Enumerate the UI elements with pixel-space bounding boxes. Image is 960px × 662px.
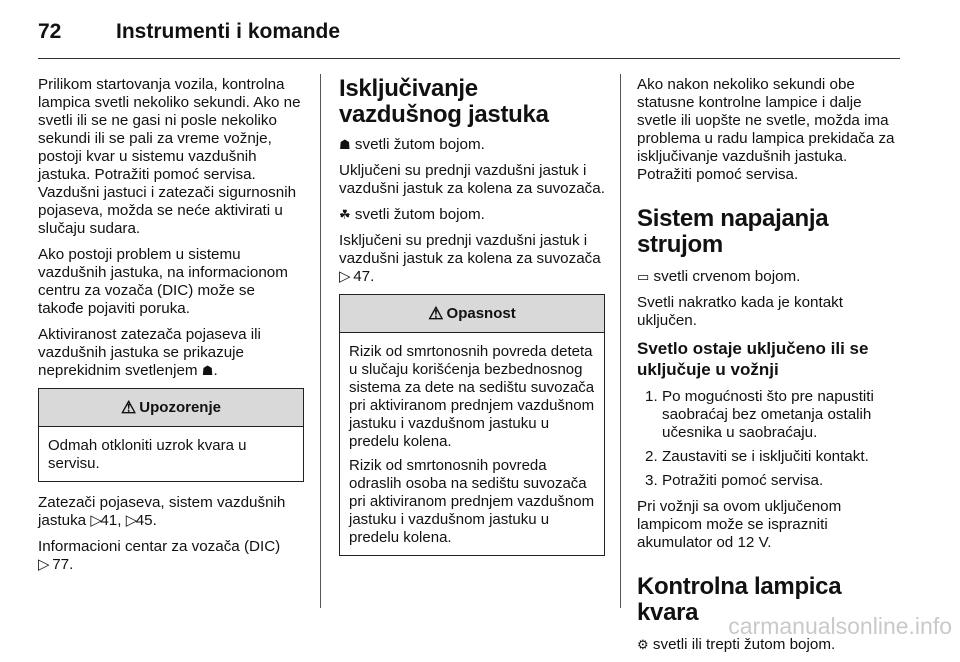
list-item (637, 448, 903, 466)
reference-arrow-icon: ▷ (38, 556, 50, 573)
paragraph-text: svetli crvenom bojom. (653, 268, 801, 285)
step-text: Potražiti pomoć servisa. (662, 472, 824, 489)
column-3 (637, 76, 903, 662)
paragraph: Informacioni centar za vozača (DIC) ▷ 77. (38, 538, 281, 573)
section-heading: Kontrolna lampica kvara (637, 573, 842, 626)
page-heading: Instrumenti i komande (116, 20, 341, 43)
step-number: 3. (645, 472, 658, 489)
step-text: Zaustaviti se i isključiti kontakt. (662, 448, 869, 465)
warning-text: Odmah otkloniti uzrok kvara u servisu. (48, 437, 247, 472)
paragraph-text: svetli ili trepti žutom bojom. (652, 636, 836, 653)
danger-box (339, 294, 605, 556)
header-divider (38, 58, 900, 59)
airbag-off-icon: ☘ (339, 207, 351, 222)
battery-icon: ▭ (637, 269, 650, 284)
danger-box-header (340, 295, 604, 333)
steps-list (637, 388, 903, 490)
paragraph: Pri vožnji sa ovom uključenom lampicom može se isprazniti akumulator od 12 V. (637, 498, 842, 551)
paragraph: Ako postoji problem u sistemu vazdušnih jastuka, na informacionom centru za vozača (DIC) može se takođe pojaviti poruka. (38, 246, 288, 317)
danger-title: Opasnost (446, 304, 516, 322)
column-divider (620, 74, 621, 608)
page-reference[interactable]: 77 (52, 556, 70, 573)
paragraph-text: Informacioni centar za vozača (DIC) (38, 538, 281, 555)
page-reference[interactable]: 41 (100, 512, 118, 529)
step-number: 2. (645, 448, 658, 465)
reference-arrow-icon: ▷ (125, 512, 138, 529)
paragraph (38, 326, 304, 380)
paragraph: Prilikom startovanja vozila, kontrolna lampica svetli nekoliko sekundi. Ako ne svetli ili se ne gasi ni posle nekoliko sekundi ili se pali za vreme vožnje, postoji kvar u sistemu vazdušnih jastuka. Potražiti pomoć servisa. Vazdušni jastuci i zatezači sigurnosnih pojaseva, možda se neće aktivirati u slučaju sudara. (38, 76, 301, 237)
danger-text: Rizik od smrtonosnih povreda odraslih osoba na sedištu suvozača pri aktiviranom prednjem vazdušnom jastuku i vazdušnom jastuku u predelu kolena. (349, 457, 595, 546)
warning-box (38, 388, 304, 482)
page-reference[interactable]: 45 (135, 512, 153, 529)
list-item (637, 472, 903, 490)
page-number: 72 (38, 20, 62, 43)
paragraph-end: . (213, 362, 218, 379)
warning-triangle-icon: ⚠ (121, 397, 137, 417)
watermark: carmanualsonline.info (728, 613, 952, 639)
reference-arrow-icon: ▷ (339, 268, 351, 285)
paragraph: Svetli nakratko kada je kontakt uključen. (637, 294, 843, 329)
paragraph: Ako nakon nekoliko sekundi obe statusne kontrolne lampice i dalje svetle ili uopšte ne svetle, možda ima problema u radu lampica prekidača za isključivanje vazdušnih jastuka. Potražiti pomoć servisa. (637, 76, 895, 183)
paragraph (637, 268, 903, 286)
column-divider (320, 74, 321, 608)
airbag-icon: ☗ (339, 137, 351, 152)
page-reference[interactable]: 47 (353, 268, 371, 285)
step-text: Po mogućnosti što pre napustiti saobraćaj bez ometanja ostalih učesnika u saobraćaju. (662, 388, 874, 441)
paragraph (339, 136, 605, 154)
paragraph (339, 206, 605, 224)
column-1 (38, 76, 304, 582)
section-heading: Isključivanje vazdušnog jastuka (339, 75, 549, 128)
warning-box-header (39, 389, 303, 427)
danger-text: Rizik od smrtonosnih povreda deteta u slučaju korišćenja bezbednosnog sistema za dete na sedištu suvozača pri aktiviranom prednjem vazdušnom jastuku i vazdušnom jastuku u predelu kolena. (349, 343, 595, 450)
section-heading: Sistem napajanja strujom (637, 205, 829, 258)
warning-box-body (39, 427, 303, 481)
list-item (637, 388, 903, 442)
paragraph: Uključeni su prednji vazdušni jastuk i vazdušni jastuk za kolena za suvozača. (339, 162, 605, 197)
page-header (38, 18, 918, 58)
warning-title: Upozorenje (139, 398, 221, 416)
column-2 (339, 76, 605, 568)
reference-arrow-icon: ▷ (90, 512, 103, 529)
step-number: 1. (645, 388, 658, 405)
paragraph-text: Aktiviranost zatezača pojaseva ili vazdušnih jastuka se prikazuje neprekidnim svetlenjem (38, 326, 261, 379)
paragraph: Isključeni su prednji vazdušni jastuk i vazdušni jastuk za kolena za suvozača ▷ 47. (339, 232, 601, 285)
paragraph-text: svetli žutom bojom. (354, 136, 485, 153)
paragraph-text: Zatezači pojaseva, sistem vazdušnih jastuka (38, 494, 286, 529)
warning-triangle-icon: ⚠ (428, 303, 444, 323)
paragraph: Zatezači pojaseva, sistem vazdušnih jastuka ▷41, ▷45. (38, 494, 286, 529)
paragraph-text: Isključeni su prednji vazdušni jastuk i vazdušni jastuk za kolena za suvozača (339, 232, 601, 267)
engine-icon: ⚙ (637, 637, 649, 652)
airbag-icon: ☗ (201, 363, 214, 378)
subsection-heading: Svetlo ostaje uključeno ili se uključuje u vožnji (637, 339, 869, 379)
danger-box-body (340, 333, 604, 555)
paragraph-text: svetli žutom bojom. (354, 206, 485, 223)
